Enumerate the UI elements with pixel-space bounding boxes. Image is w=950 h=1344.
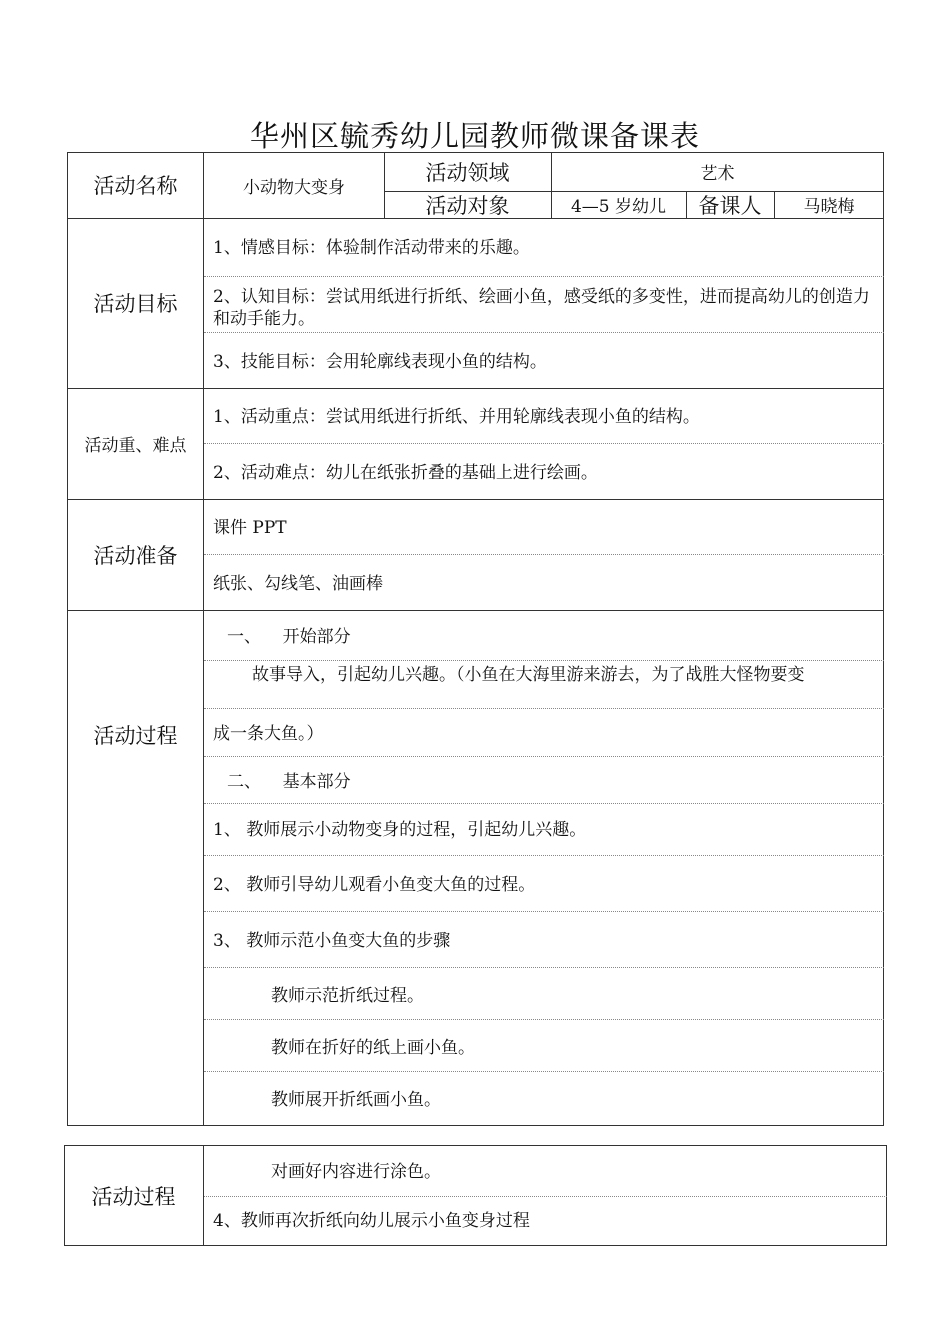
activity-target-value: 4—5 岁幼儿	[570, 197, 667, 217]
prep-item: 课件 PPT	[213, 518, 287, 538]
activity-domain-value: 艺术	[700, 164, 735, 184]
process2-label: 活动过程	[91, 1184, 176, 1209]
process-item: 教师展开折纸画小鱼。	[271, 1090, 441, 1110]
process2-item: 4、教师再次折纸向幼儿展示小鱼变身过程	[213, 1211, 530, 1231]
process2-item: 对画好内容进行涂色。	[271, 1162, 441, 1182]
keypoint-item: 2、活动难点：幼儿在纸张折叠的基础上进行绘画。	[213, 463, 598, 483]
process-item: 教师在折好的纸上画小鱼。	[271, 1038, 475, 1058]
process-heading: 二、 基本部分	[227, 772, 351, 792]
goal-item: 2、认知目标：尝试用纸进行折纸、绘画小鱼，感受纸的多变性，进而提高幼儿的创造力和动手能力。	[213, 287, 870, 329]
keypoints-label: 活动重、难点	[84, 436, 187, 456]
preparer-label: 备课人	[698, 193, 762, 218]
activity-target-label: 活动对象	[425, 193, 510, 218]
process-item: 1、 教师展示小动物变身的过程，引起幼儿兴趣。	[213, 820, 587, 840]
process-label: 活动过程	[93, 724, 178, 748]
process-heading: 一、 开始部分	[227, 627, 351, 647]
process-item: 3、 教师示范小鱼变大鱼的步骤	[213, 931, 451, 951]
preparer-value: 马晓梅	[803, 197, 855, 217]
page-title: 华州区毓秀幼儿园教师微课备课表	[249, 119, 700, 153]
process-item: 成一条大鱼。）	[213, 724, 324, 744]
goal-item: 1、情感目标：体验制作活动带来的乐趣。	[213, 238, 530, 258]
goal-item: 3、技能目标：会用轮廓线表现小鱼的结构。	[213, 352, 547, 372]
goals-label: 活动目标	[93, 292, 178, 316]
process-item: 故事导入，引起幼儿兴趣。（小鱼在大海里游来游去，为了战胜大怪物要变	[252, 665, 805, 685]
prep-label: 活动准备	[93, 543, 178, 568]
process-item: 教师示范折纸过程。	[271, 986, 424, 1006]
activity-name-label: 活动名称	[93, 174, 178, 198]
process-item: 2、 教师引导幼儿观看小鱼变大鱼的过程。	[213, 875, 536, 895]
keypoint-item: 1、活动重点：尝试用纸进行折纸、并用轮廓线表现小鱼的结构。	[213, 407, 700, 427]
activity-domain-label: 活动领域	[425, 160, 510, 185]
activity-name-value: 小动物大变身	[243, 177, 345, 198]
prep-item: 纸张、勾线笔、油画棒	[213, 574, 383, 594]
